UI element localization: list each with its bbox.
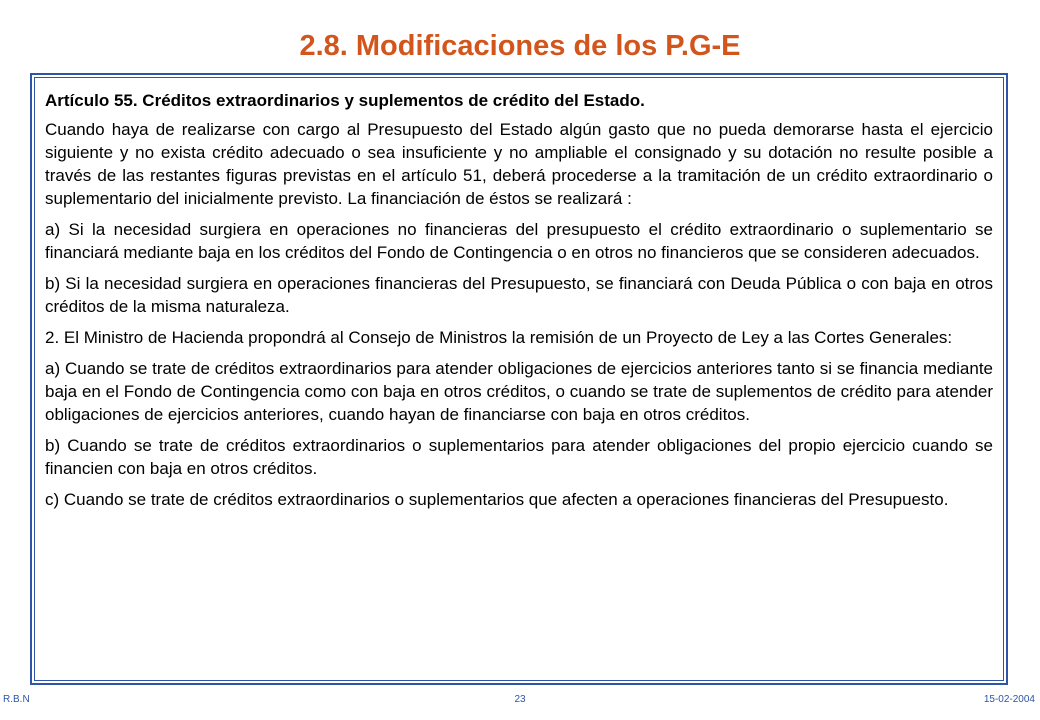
article-paragraph-1a: a) Si la necesidad surgiera en operaciones no financieras del presupuesto el crédito extraordinario o suplementario se financiará mediante baja en los créditos del Fondo de Contingencia o en otros no financieros que se consideren adecuados.	[45, 220, 993, 262]
footer-page-number: 23	[514, 694, 526, 705]
article-paragraph-2c: c) Cuando se trate de créditos extraordinarios o suplementarios que afecten a operaciones financieras del Presupuesto.	[45, 490, 949, 509]
article-frame-inner	[34, 77, 1004, 681]
article-paragraph-2b: b) Cuando se trate de créditos extraordinarios o suplementarios para atender obligaciones del propio ejercicio cuando se financien con baja en otros créditos.	[45, 436, 993, 478]
article-paragraph-1b: b) Si la necesidad surgiera en operaciones financieras del Presupuesto, se financiará con Deuda Pública o con baja en otros créditos de la misma naturaleza.	[45, 274, 993, 316]
article-paragraph-2: 2. El Ministro de Hacienda propondrá al Consejo de Ministros la remisión de un Proyecto de Ley a las Cortes Generales:	[45, 328, 953, 347]
article-frame	[30, 73, 1008, 685]
article-heading: Artículo 55. Créditos extraordinarios y suplementos de crédito del Estado.	[45, 91, 645, 110]
footer-date: 15-02-2004	[983, 694, 1035, 705]
article-paragraph-2a: a) Cuando se trate de créditos extraordinarios para atender obligaciones de ejercicios anteriores tanto si se financia mediante baja en el Fondo de Contingencia como con baja en otros créditos, o cuando se trate de suplementos de crédito para atender obligaciones de ejercicios anteriores, cuando hayan de financiarse con baja en otros créditos.	[45, 359, 993, 424]
article-paragraph-intro: Cuando haya de realizarse con cargo al Presupuesto del Estado algún gasto que no pueda demorarse hasta el ejercicio siguiente y no exista crédito adecuado o sea insuficiente y no ampliable el consignado y su dotación no resulte posible a través de las restantes figuras previstas en el artículo 51, deberá procederse a la tramitación de un crédito extraordinario o suplementario del inicialmente previsto. La financiación de éstos se realizará :	[45, 120, 993, 208]
footer-author: R.B.N	[3, 694, 30, 705]
slide-title: 2.8. Modificaciones de los P.G-E	[299, 30, 741, 62]
